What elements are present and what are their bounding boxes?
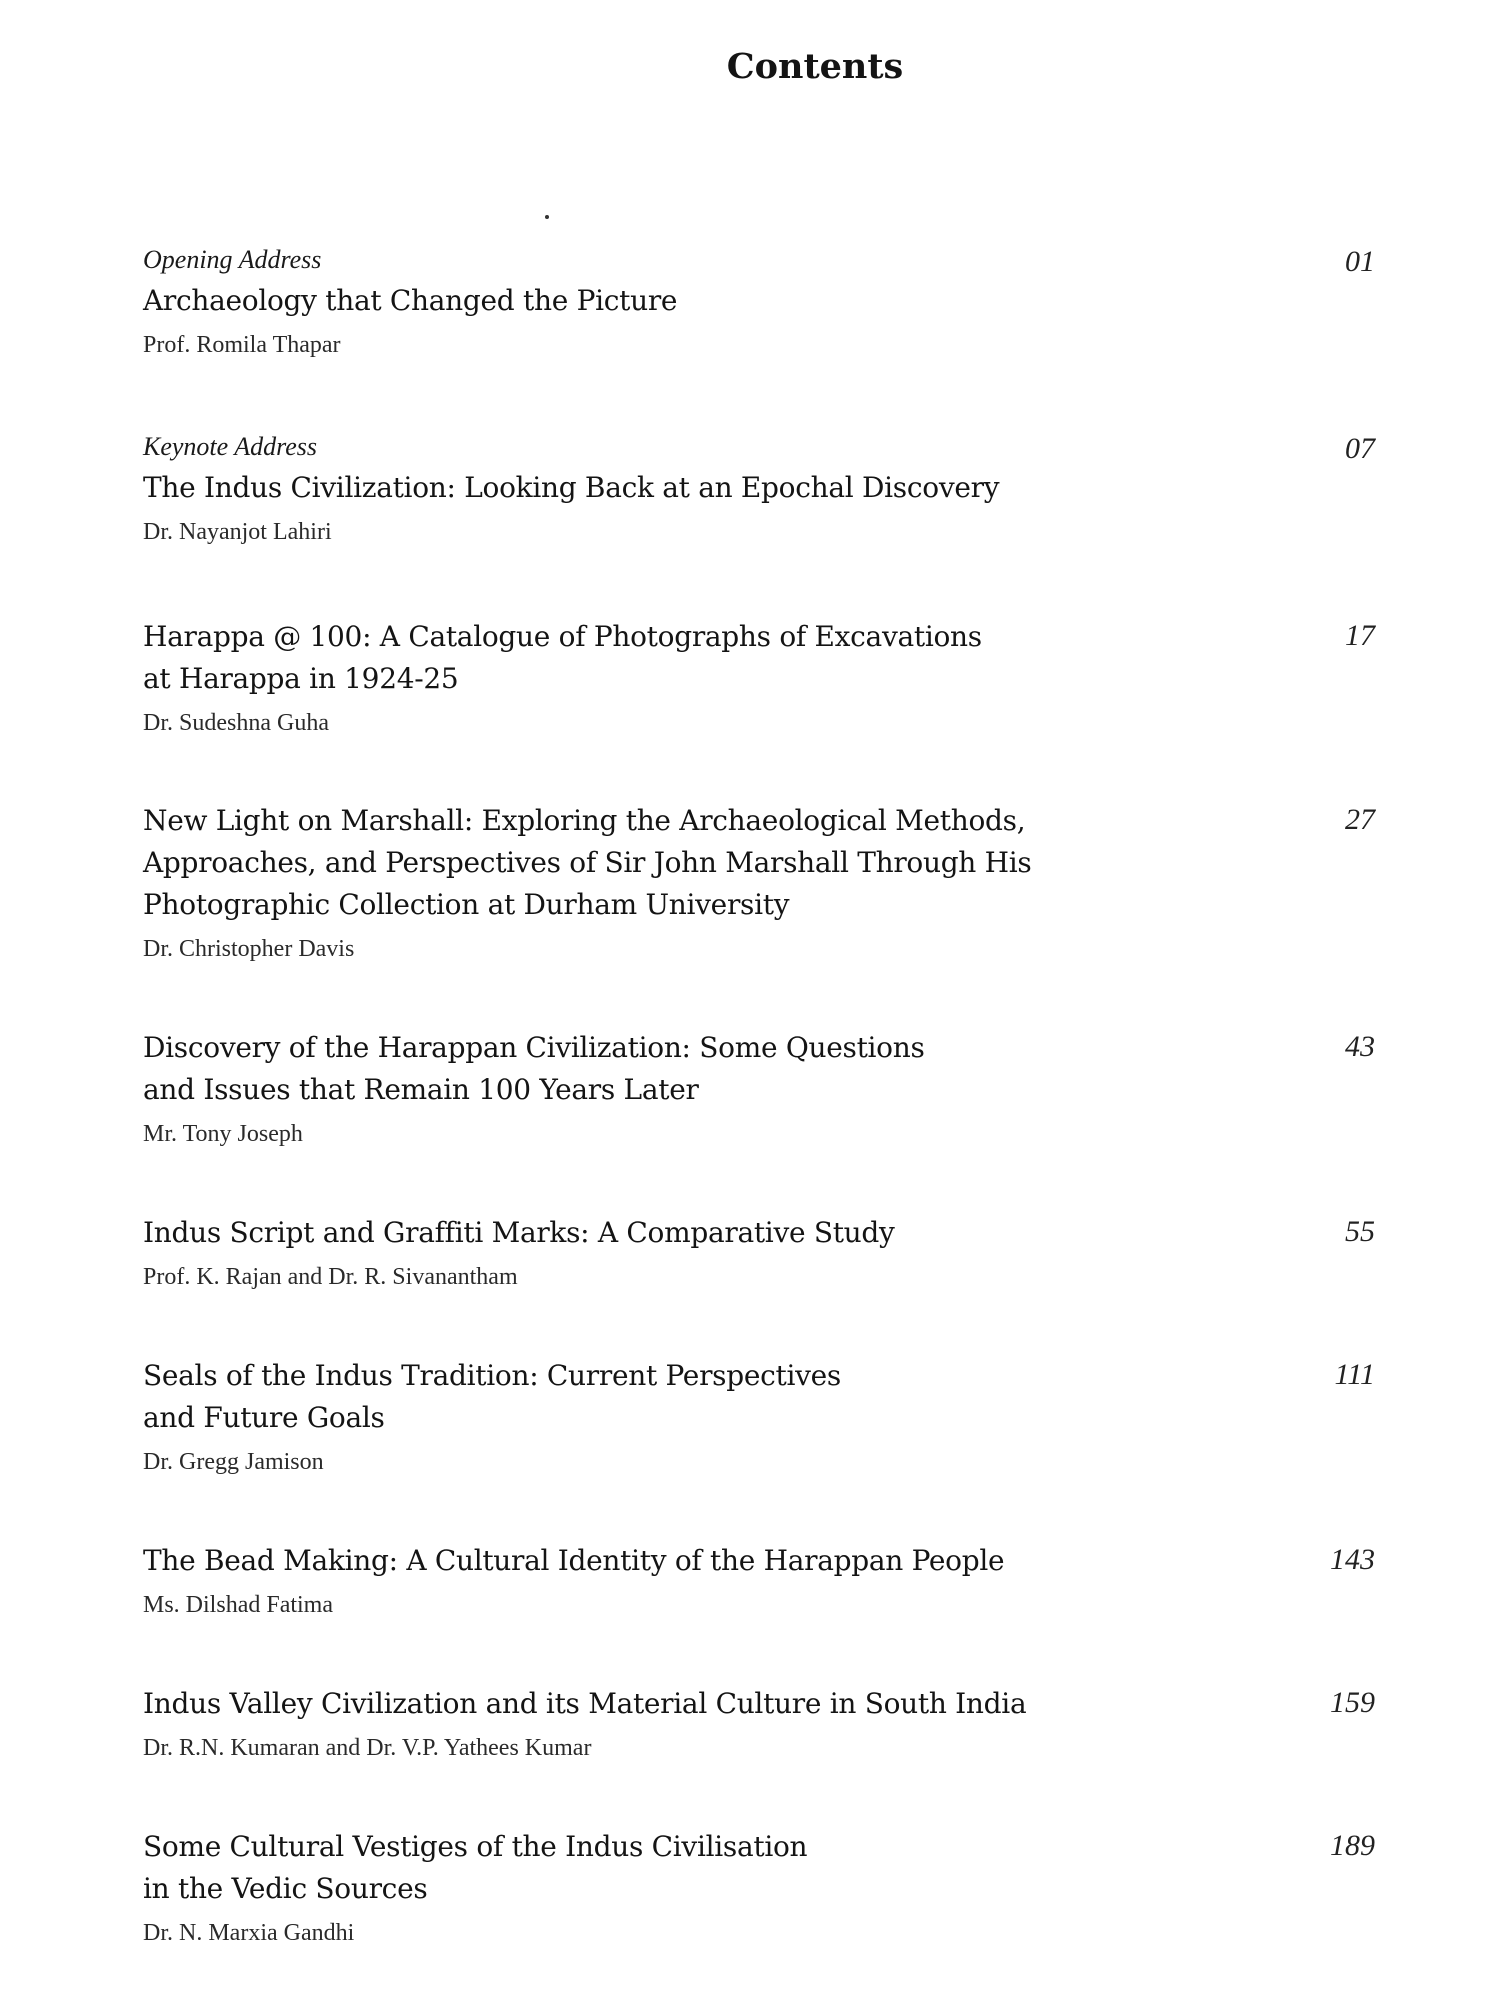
toc-entry[interactable] — [143, 1212, 1383, 1298]
entry-author: Prof. Romila Thapar — [143, 332, 341, 358]
entry-title-line: Seals of the Indus Tradition: Current Perspectives — [143, 1359, 841, 1392]
entry-title-line: Approaches, and Perspectives of Sir John Marshall Through His — [143, 846, 1032, 879]
toc-entry[interactable] — [143, 427, 1383, 553]
entry-title — [143, 1826, 1073, 1910]
entry-title — [143, 1683, 1073, 1725]
entry-title-line: at Harappa in 1924-25 — [143, 662, 459, 695]
entry-title — [143, 280, 1073, 322]
entry-title-line: Discovery of the Harappan Civilization: Some Questions — [143, 1031, 925, 1064]
entry-author: Ms. Dilshad Fatima — [143, 1592, 333, 1618]
page-number: 189 — [1330, 1829, 1375, 1862]
entry-title-line: Indus Script and Graffiti Marks: A Comparative Study — [143, 1216, 895, 1249]
toc-entry[interactable] — [143, 240, 1383, 366]
entry-author: Dr. N. Marxia Gandhi — [143, 1920, 355, 1946]
entry-title-line: Indus Valley Civilization and its Material Culture in South India — [143, 1687, 1027, 1720]
entry-author: Dr. R.N. Kumaran and Dr. V.P. Yathees Kumar — [143, 1735, 592, 1761]
page-number: 17 — [1345, 619, 1375, 652]
stray-dot — [545, 215, 549, 219]
page-number: 143 — [1330, 1543, 1375, 1576]
toc-entry[interactable] — [143, 800, 1383, 970]
toc-entry[interactable] — [143, 1540, 1383, 1626]
toc-entry[interactable] — [143, 1826, 1383, 1954]
toc-entry[interactable] — [143, 1027, 1383, 1155]
page-number: 111 — [1334, 1358, 1375, 1391]
entry-title-line: Some Cultural Vestiges of the Indus Civilisation — [143, 1830, 808, 1863]
entry-title — [143, 1540, 1073, 1582]
page-number: 43 — [1345, 1030, 1375, 1063]
entry-title — [143, 1212, 1073, 1254]
entry-title-line: Archaeology that Changed the Picture — [143, 284, 678, 317]
entry-author: Mr. Tony Joseph — [143, 1121, 303, 1147]
entry-author: Prof. K. Rajan and Dr. R. Sivanantham — [143, 1264, 518, 1290]
entry-title-line: and Future Goals — [143, 1401, 385, 1434]
entry-title — [143, 1027, 1073, 1111]
entry-title-line: Harappa @ 100: A Catalogue of Photographs of Excavations — [143, 620, 982, 653]
page-number: 01 — [1345, 245, 1375, 278]
page-number: 27 — [1345, 803, 1375, 836]
page-number: 07 — [1345, 432, 1375, 465]
page-number: 55 — [1345, 1215, 1375, 1248]
entry-title-line: and Issues that Remain 100 Years Later — [143, 1073, 699, 1106]
toc-entry[interactable] — [143, 1683, 1383, 1769]
entry-author: Dr. Christopher Davis — [143, 936, 355, 962]
entry-title-line: New Light on Marshall: Exploring the Archaeological Methods, — [143, 804, 1026, 837]
entry-title-line: Photographic Collection at Durham University — [143, 888, 790, 921]
entry-label: Opening Address — [143, 245, 322, 274]
entry-title — [143, 616, 1073, 700]
entry-author: Dr. Sudeshna Guha — [143, 710, 329, 736]
entry-author: Dr. Gregg Jamison — [143, 1449, 324, 1475]
entry-title — [143, 1355, 1073, 1439]
entry-author: Dr. Nayanjot Lahiri — [143, 519, 332, 545]
entry-title-line: The Bead Making: A Cultural Identity of the Harappan People — [143, 1544, 1005, 1577]
entry-title-line: The Indus Civilization: Looking Back at an Epochal Discovery — [143, 471, 1000, 504]
page-number: 159 — [1330, 1686, 1375, 1719]
page-title: Contents — [726, 46, 904, 87]
entry-title — [143, 467, 1073, 509]
entry-label: Keynote Address — [143, 432, 318, 461]
toc-entry[interactable] — [143, 1355, 1383, 1483]
entry-title-line: in the Vedic Sources — [143, 1872, 428, 1905]
toc-entry[interactable] — [143, 616, 1383, 744]
entry-title — [143, 800, 1073, 926]
